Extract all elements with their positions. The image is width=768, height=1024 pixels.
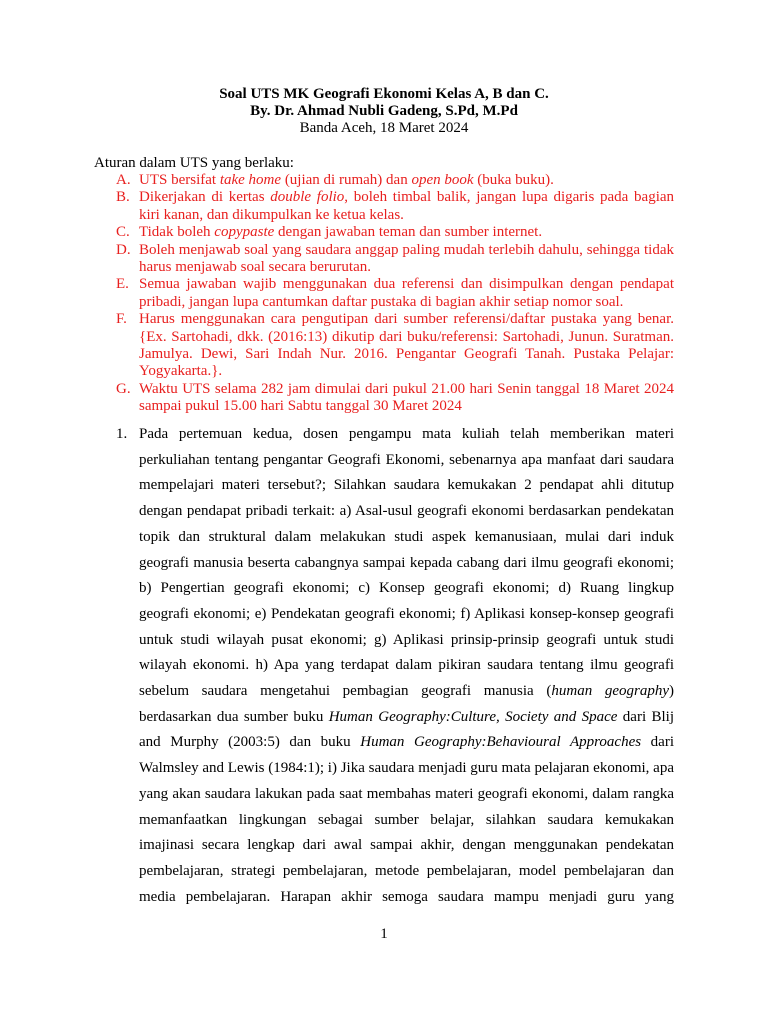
rule-text: (ujian di rumah) dan xyxy=(281,172,412,188)
document-header xyxy=(0,86,768,137)
rule-text-italic: double folio xyxy=(270,189,345,206)
rule-item-e xyxy=(94,276,674,311)
rule-text-italic: open book xyxy=(411,172,474,188)
rule-marker: D. xyxy=(116,241,131,258)
rule-text: UTS bersifat xyxy=(139,172,220,188)
rule-marker: B. xyxy=(116,189,130,206)
exam-title: Soal UTS MK Geografi Ekonomi Kelas A, B dan C. xyxy=(219,86,549,102)
rules-list xyxy=(94,172,674,416)
rule-text: , boleh timbal balik, jangan lupa digaris pada bagian kiri kanan, dan dikumpulkan ke ketua kelas. xyxy=(139,189,675,223)
rule-marker: A. xyxy=(116,172,131,188)
question-1 xyxy=(94,422,674,910)
rule-text: Boleh menjawab soal yang saudara anggap paling mudah terlebih dahulu, sehingga tidak harus menjawab soal secara berurutan. xyxy=(139,241,674,276)
rule-marker: C. xyxy=(116,224,130,241)
rule-text: (buka buku). xyxy=(473,172,554,188)
rule-item-d xyxy=(94,242,674,277)
rule-text: Waktu UTS selama 282 jam dimulai dari pukul 21.00 hari Senin tanggal 18 Maret 2024 sampai pukul 15.00 hari Sabtu tanggal 30 Maret 2024 xyxy=(139,380,674,415)
rule-text: dengan jawaban teman dan sumber internet. xyxy=(274,224,543,241)
page-number: 1 xyxy=(380,926,388,942)
rule-text-italic: take home xyxy=(219,172,282,188)
rule-item-g xyxy=(94,381,674,416)
question-text-part: dari Blij and Murphy (2003:5) dan buku xyxy=(139,708,674,751)
rule-item-f xyxy=(94,311,674,381)
question-text-part: dari Walmsley and Lewis (1984:1); i) Jika saudara menjadi guru mata pelajaran ekonomi, apa yang akan saudara lakukan pada saat membahas materi geografi ekonomi, dalam rangka memanfaatkan lingkungan sebagai sumber belajar, silahkan saudara kemukakan imajinasi secara lengkap dari awal sampai akhir, dengan menggunakan pendekatan pembelajaran, strategi pembelajaran, metode pembelajaran, model pembelajaran dan media pembelajaran. Harapan akhir semoga saudara mampu menjadi guru yang xyxy=(139,734,674,905)
question-number: 1. xyxy=(116,426,128,442)
exam-author: By. Dr. Ahmad Nubli Gadeng, S.Pd, M.Pd xyxy=(250,103,518,119)
rule-text: Harus menggunakan cara pengutipan dari sumber referensi/daftar pustaka yang benar. {Ex. Sartohadi, dkk. (2016:13) dikutip dari buku/referensi: Sartohadi, Junun. Suratman. Jamulya. Dewi, Sari Indah Nur. 2016. Pengantar Geografi Tanah. Pustaka Pelajar: Yogyakarta.}. xyxy=(139,311,674,380)
rules-intro: Aturan dalam UTS yang berlaku: xyxy=(94,155,294,171)
rule-text-italic: copypaste xyxy=(214,224,275,241)
question-text xyxy=(139,422,674,910)
question-text-italic: Human Geography:Culture, Society and Space xyxy=(328,708,618,725)
rule-item-c xyxy=(94,224,674,241)
exam-place-date: Banda Aceh, 18 Maret 2024 xyxy=(299,120,469,136)
rule-text: Tidak boleh xyxy=(139,224,215,241)
rule-text: Semua jawaban wajib menggunakan dua referensi dan disimpulkan dengan pendapat pribadi, jangan lupa cantumkan daftar pustaka di bagian akhir setiap nomor soal. xyxy=(139,276,674,310)
rule-marker: E. xyxy=(116,276,129,293)
rule-item-b xyxy=(94,189,674,224)
rule-item-a xyxy=(94,172,674,189)
question-text-part: ) berdasarkan dua sumber buku xyxy=(139,683,674,725)
question-text-italic: human geography xyxy=(551,683,669,700)
rule-marker: G. xyxy=(116,380,131,397)
question-text-part: Pada pertemuan kedua, dosen pengampu mata kuliah telah memberikan materi perkuliahan tentang pengantar Geografi Ekonomi, sebenarnya apa manfaat dari saudara mempelajari materi tersebut?; Silahkan saudara kemukakan 2 pendapat ahli ditutup dengan pendapat pribadi terkait: a) Asal-usul geografi ekonomi berdasarkan pendekatan topik dan struktural dalam melakukan studi aspek kemanusiaan, mulai dari induk geografi manusia beserta cabangnya sampai kepada cabang dari ilmu geografi ekonomi; b) Pengertian geografi ekonomi; c) Konsep geografi ekonomi; d) Ruang lingkup geografi ekonomi; e) Pendekatan geografi ekonomi; f) Aplikasi konsep-konsep geografi untuk studi wilayah pusat ekonomi; g) Aplikasi prinsip-prinsip geografi untuk studi wilayah ekonomi. h) Apa yang terdapat dalam pikiran saudara tentang ilmu geografi sebelum saudara mengetahui pembagian geografi manusia ( xyxy=(139,426,674,700)
question-text-italic: Human Geography:Behavioural Approaches xyxy=(360,734,642,751)
rule-text: Dikerjakan di kertas xyxy=(139,189,271,206)
rule-marker: F. xyxy=(116,311,127,328)
